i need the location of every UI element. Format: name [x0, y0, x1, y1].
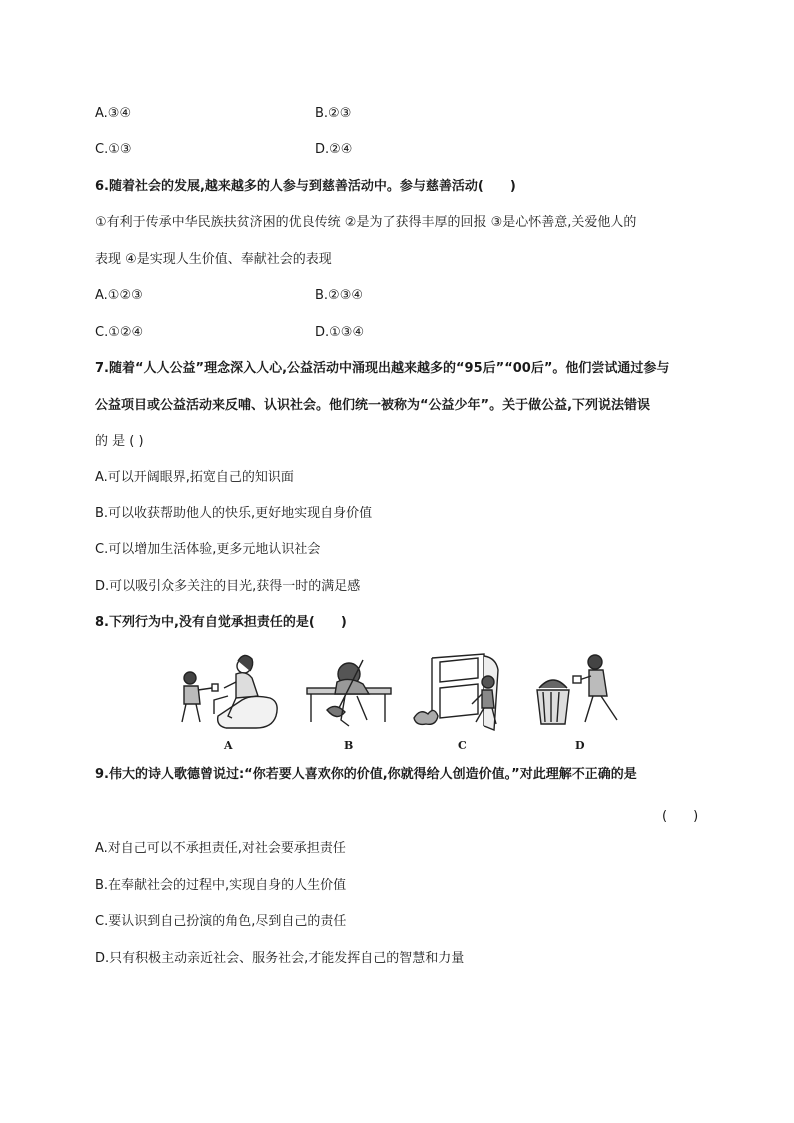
q9-answer-paren: ( ) — [662, 809, 699, 824]
q5-options-row2 — [95, 142, 353, 158]
q9-option-c: C.要认识到自己扮演的角色,尽到自己的责任 — [95, 914, 347, 929]
q6-stem-text: 6.随着社会的发展,越来越多的人参与到慈善活动中。参与慈善活动( ) — [95, 179, 516, 194]
q7-option-d: D.可以吸引众多关注的目光,获得一时的满足感 — [95, 579, 361, 594]
q6-options-row1 — [95, 288, 364, 304]
q5-option-b: B.②③ — [315, 106, 352, 121]
q9-option-a: A.对自己可以不承担责任,对社会要承担责任 — [95, 841, 346, 856]
q8-stem: 8.下列行为中,没有自觉承担责任的是( ) — [95, 615, 347, 630]
figure-d-illustration — [535, 652, 627, 732]
q5-option-a: A.③④ — [95, 106, 132, 121]
q7-stem-line3: 的 是 ( ) — [95, 434, 144, 449]
q9-option-b: B.在奉献社会的过程中,实现自身的人生价值 — [95, 878, 347, 893]
q6-option-c: C.①②④ — [95, 325, 144, 340]
q7-option-a: A.可以开阔眼界,拓宽自己的知识面 — [95, 470, 294, 485]
figure-a-label: A — [224, 739, 233, 752]
q9-option-d: D.只有积极主动亲近社会、服务社会,才能发挥自己的智慧和力量 — [95, 951, 465, 966]
q5-option-d: D.②④ — [315, 142, 353, 157]
figure-b-illustration — [305, 652, 395, 732]
figure-b-label: B — [344, 739, 354, 752]
q5-option-c: C.①③ — [95, 142, 132, 157]
figure-d-label: D — [575, 739, 585, 752]
q6-option-a: A.①②③ — [95, 288, 143, 303]
q7-stem-line2: 公益项目或公益活动来反哺、认识社会。他们统一被称为“公益少年”。关于做公益,下列说法错误 — [95, 398, 651, 413]
q7-option-b: B.可以收获帮助他人的快乐,更好地实现自身价值 — [95, 506, 373, 521]
q9-stem: 9.伟大的诗人歌德曾说过:“你若要人喜欢你的价值,你就得给人创造价值。”对此理解不正确的是 — [95, 767, 637, 782]
q6-option-b: B.②③④ — [315, 288, 364, 303]
figure-a-illustration — [172, 652, 284, 732]
q7-stem-line1: 7.随着“人人公益”理念深入人心,公益活动中涌现出越来越多的“95后”“00后”。他们尝试通过参与 — [95, 361, 670, 376]
figure-c-label: C — [458, 739, 467, 752]
q5-options-row1 — [95, 106, 352, 122]
figure-c-illustration — [412, 652, 508, 732]
q6-statements-line2: 表现 ④是实现人生价值、奉献社会的表现 — [95, 252, 332, 267]
q7-option-c: C.可以增加生活体验,更多元地认识社会 — [95, 542, 321, 557]
q6-option-d: D.①③④ — [315, 325, 365, 340]
q6-statements-line1: ①有利于传承中华民族扶贫济困的优良传统 ②是为了获得丰厚的回报 ③是心怀善意,关爱他人的 — [95, 215, 637, 230]
q6-stem — [95, 179, 516, 195]
q6-options-row2 — [95, 325, 365, 341]
